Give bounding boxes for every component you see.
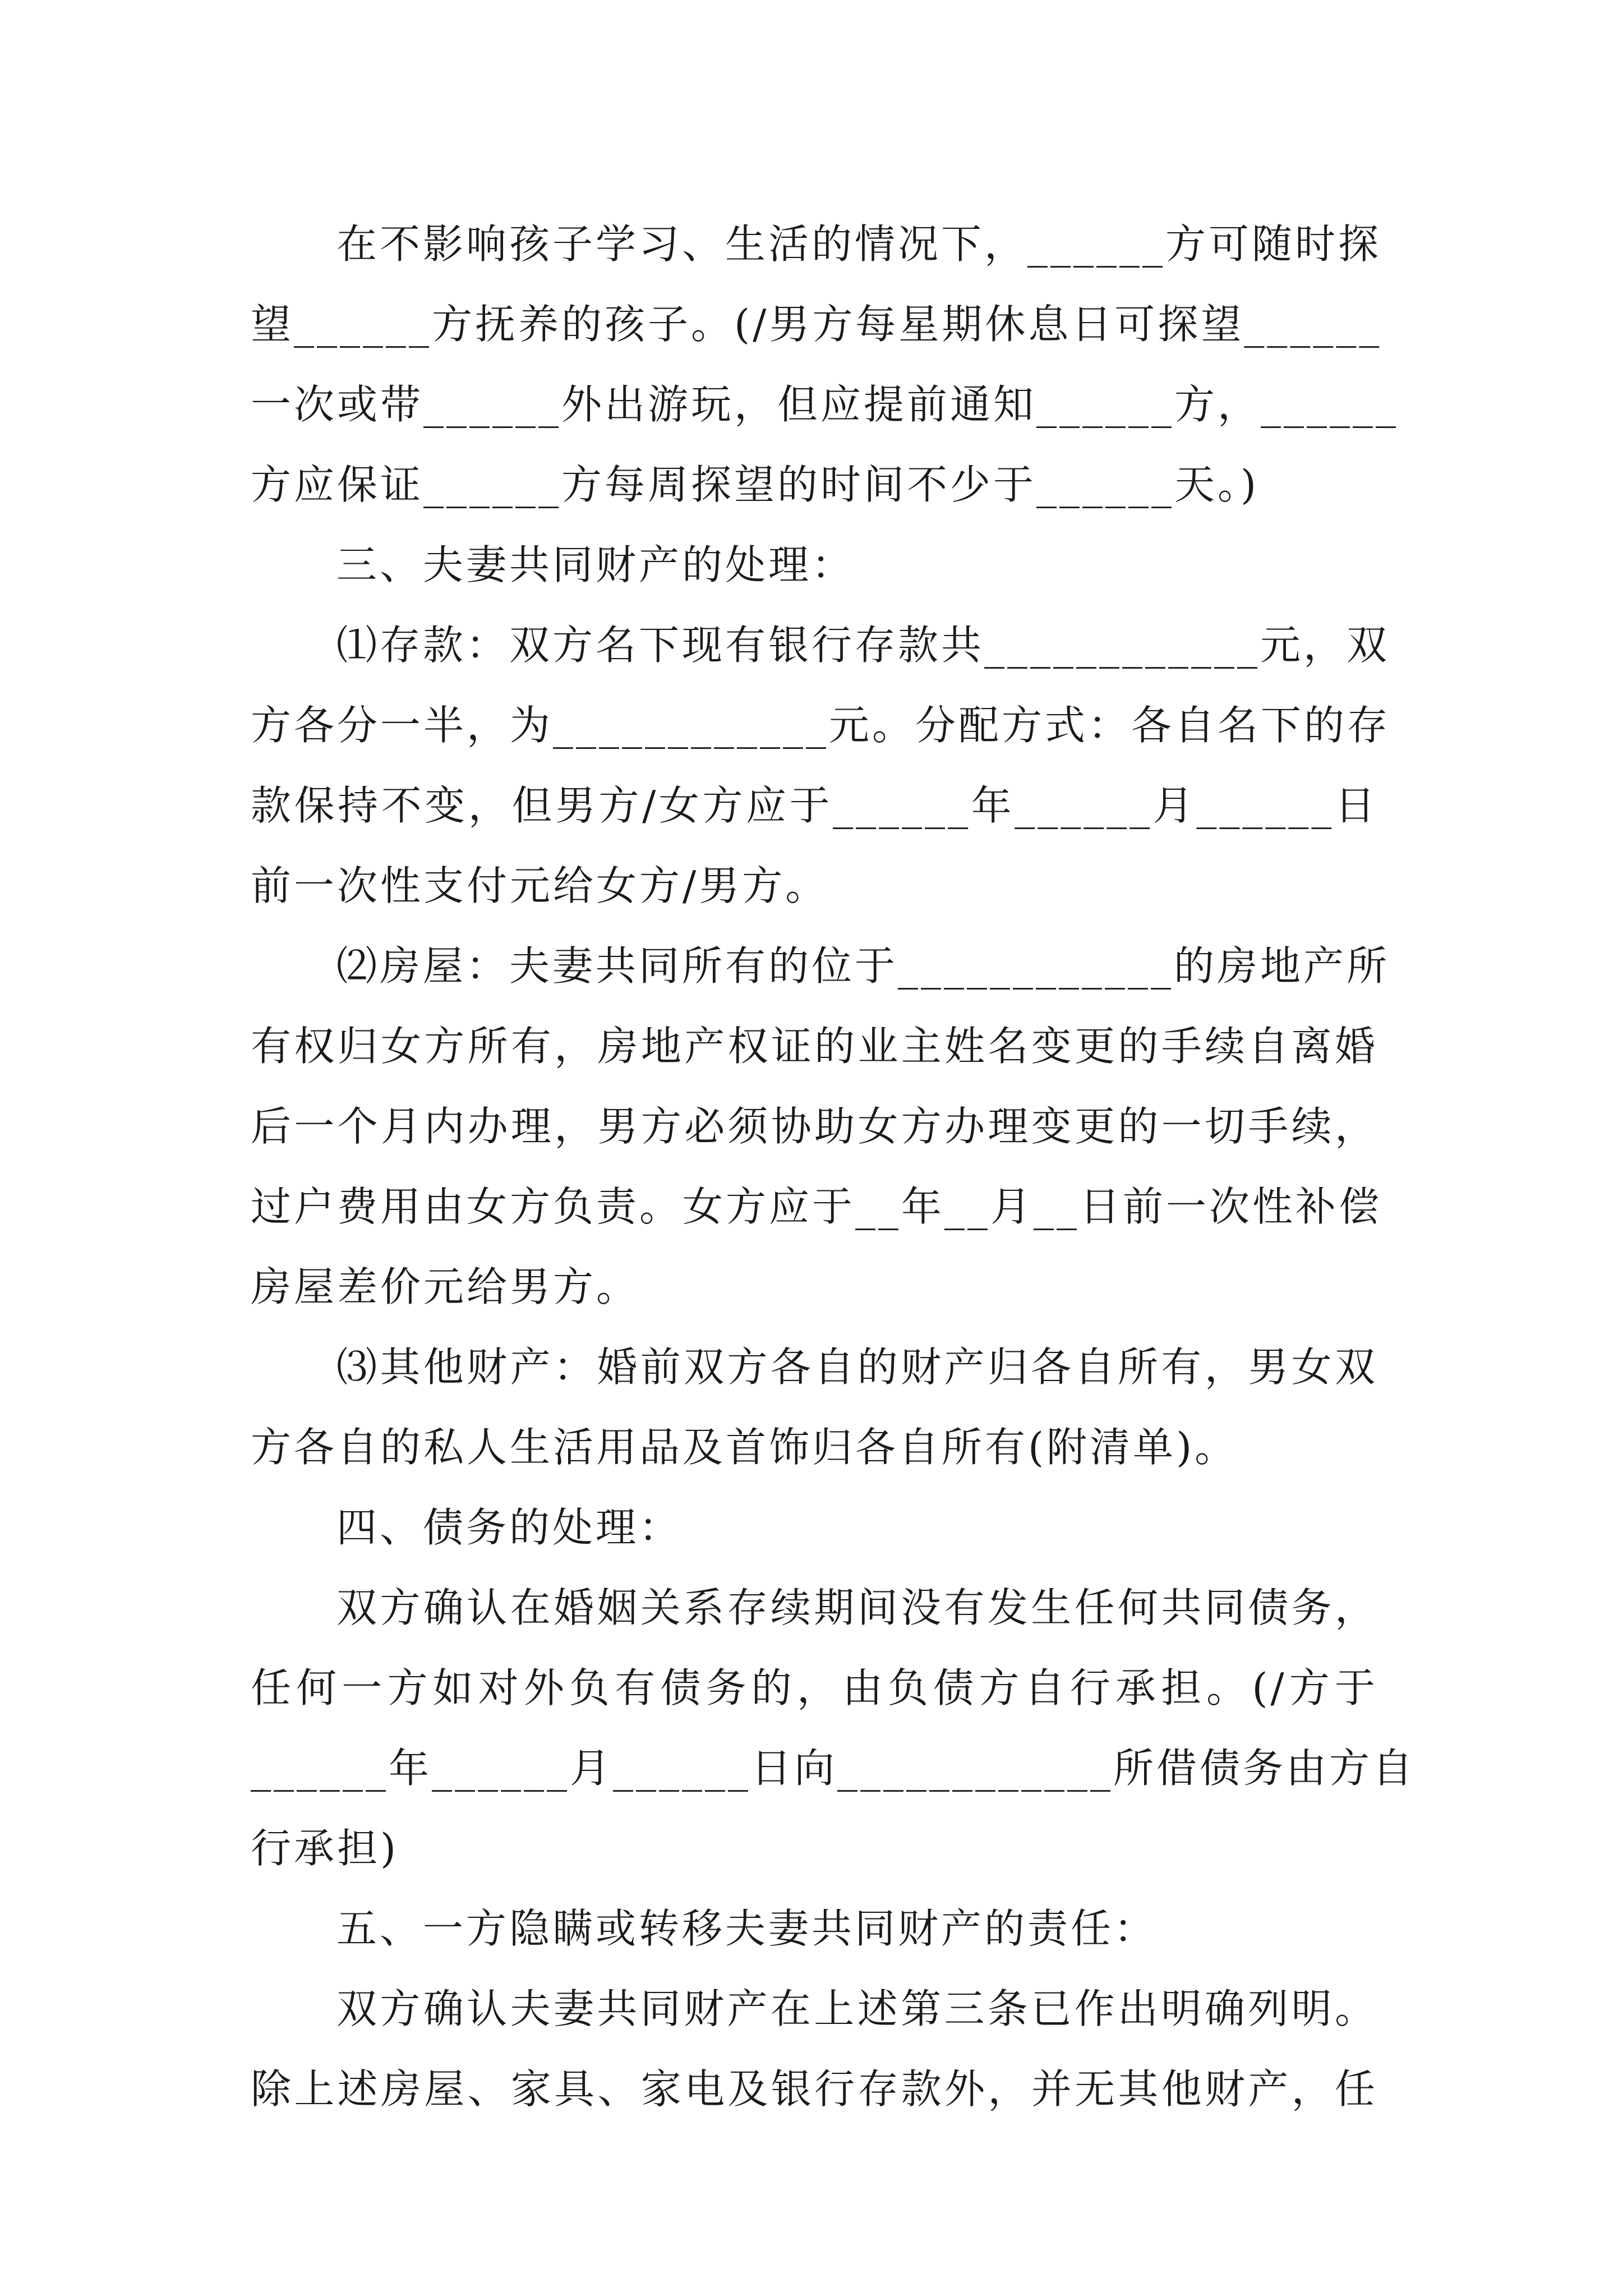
text-line-7: 方各分一半，为____________元。分配方式：各自名下的存 xyxy=(251,702,1391,749)
text-line-23: 双方确认夫妻共同财产在上述第三条已作出明确列明。 xyxy=(336,1985,1378,2032)
text-line-9: 前一次性支付元给女方/男方。 xyxy=(251,862,829,909)
text-line-2: 望______方抚养的孩子。(/男方每星期休息日可探望______ xyxy=(251,301,1382,348)
text-line-19: 任何一方如对外负有债务的，由负债方自行承担。(/方于 xyxy=(251,1664,1378,1711)
text-line-6: ⑴存款：双方名下现有银行存款共____________元，双 xyxy=(336,622,1390,669)
text-line-20: ______年______月______日向____________所借债务由方自 xyxy=(251,1745,1416,1792)
text-line-3: 一次或带______外出游玩，但应提前通知______方，______ xyxy=(251,381,1399,428)
text-line-21: 行承担) xyxy=(251,1825,399,1872)
text-line-18: 双方确认在婚姻关系存续期间没有发生任何共同债务， xyxy=(336,1584,1378,1631)
text-line-11: 有权归女方所有，房地产权证的业主姓名变更的手续自离婚 xyxy=(251,1023,1378,1070)
text-line-1: 在不影响孩子学习、生活的情况下，______方可随时探 xyxy=(336,220,1382,268)
text-line-4: 方应保证______方每周探望的时间不少于______天。) xyxy=(251,461,1260,508)
text-line-13: 过户费用由女方负责。女方应于__年__月__日前一次性补偿 xyxy=(251,1183,1382,1230)
text-line-8: 款保持不变，但男方/女方应于______年______月______日 xyxy=(251,782,1378,829)
text-line-10: ⑵房屋：夫妻共同所有的位于____________的房地产所 xyxy=(336,942,1390,990)
section-heading-3: 三、夫妻共同财产的处理： xyxy=(336,541,855,588)
section-heading-5: 五、一方隐瞒或转移夫妻共同财产的责任： xyxy=(336,1905,1158,1952)
text-line-15: ⑶其他财产：婚前双方各自的财产归各自所有，男女双 xyxy=(336,1343,1378,1391)
section-heading-4: 四、债务的处理： xyxy=(336,1504,683,1551)
text-line-24: 除上述房屋、家具、家电及银行存款外，并无其他财产，任 xyxy=(251,2065,1378,2113)
text-line-14: 房屋差价元给男方。 xyxy=(251,1263,640,1310)
text-line-16: 方各自的私人生活用品及首饰归各自所有(附清单)。 xyxy=(251,1424,1238,1471)
text-line-12: 后一个月内办理，男方必须协助女方办理变更的一切手续， xyxy=(251,1103,1378,1150)
